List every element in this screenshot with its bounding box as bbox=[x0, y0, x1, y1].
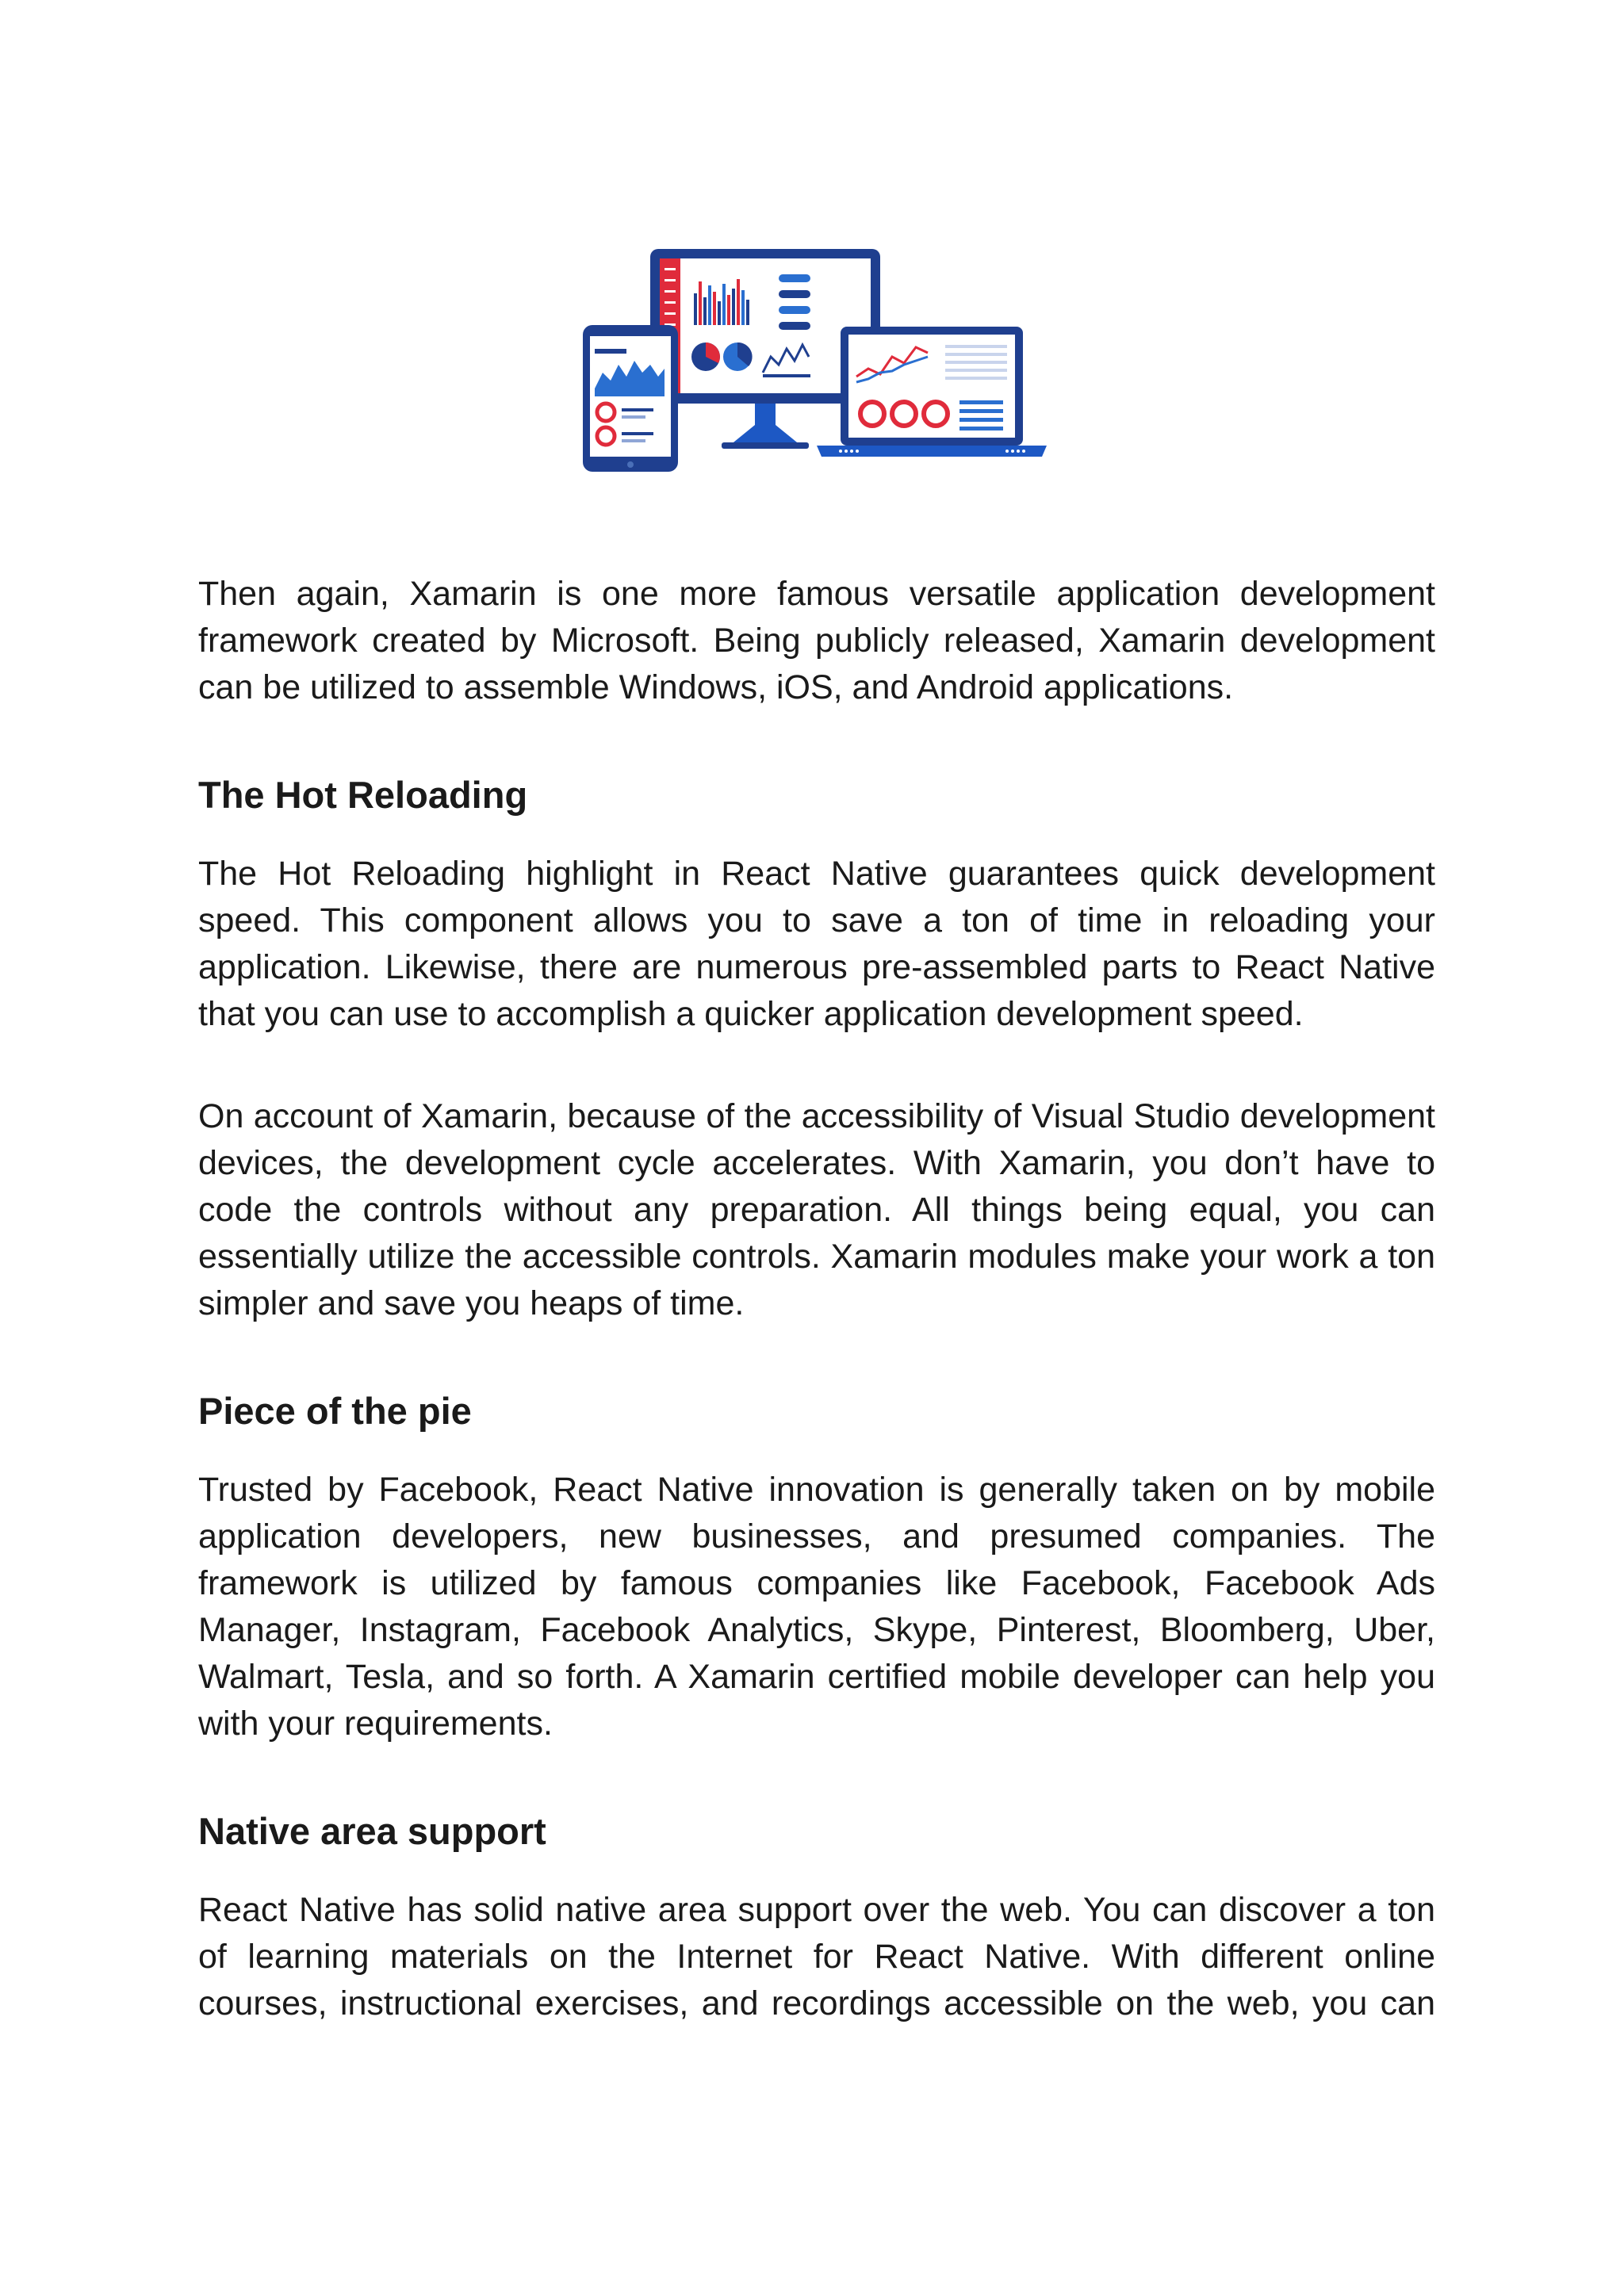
multi-device-dashboard-icon bbox=[579, 238, 1055, 476]
paragraph-native-support: React Native has solid native area support over the web. You can discover a ton of learning materials on the Internet for React Native. With different online courses, instructional exercises, and recordings accessible on the web, you can bbox=[198, 1891, 1435, 2022]
document-body bbox=[198, 571, 1435, 2083]
paragraph-hot-reloading: The Hot Reloading highlight in React Native guarantees quick development speed. This component allows you to save a ton of time in reloading your application. Likewise, there are numerous pre-assembled parts to React Native that you can use to accomplish a quicker application development speed. bbox=[198, 855, 1435, 1033]
heading-piece-of-the-pie: Piece of the pie bbox=[198, 1390, 472, 1432]
heading-hot-reloading: The Hot Reloading bbox=[198, 774, 528, 816]
paragraph-market-share: Trusted by Facebook, React Native innovation is generally taken on by mobile application developers, new businesses, and presumed companies. The framework is utilized by famous companies like Facebook, Facebook Ads Manager, Instagram, Facebook Analytics, Skype, Pinterest, Bloomberg, Uber, Walmart, Tesla, and so forth. A Xamarin certified mobile developer can help you with your requirements. bbox=[198, 1471, 1435, 1743]
paragraph-xamarin-visual-studio: On account of Xamarin, because of the accessibility of Visual Studio development devices, the development cycle accelerates. With Xamarin, you don’t have to code the controls without any preparation. All things being equal, you can essentially utilize the accessible controls. Xamarin modules make your work a ton simpler and save you heaps of time. bbox=[198, 1097, 1435, 1322]
paragraph-xamarin-intro: Then again, Xamarin is one more famous versatile application development framework created by Microsoft. Being publicly released, Xamarin development can be utilized to assemble Windows, iOS, and Android applications. bbox=[198, 575, 1435, 706]
heading-native-area-support: Native area support bbox=[198, 1810, 546, 1852]
